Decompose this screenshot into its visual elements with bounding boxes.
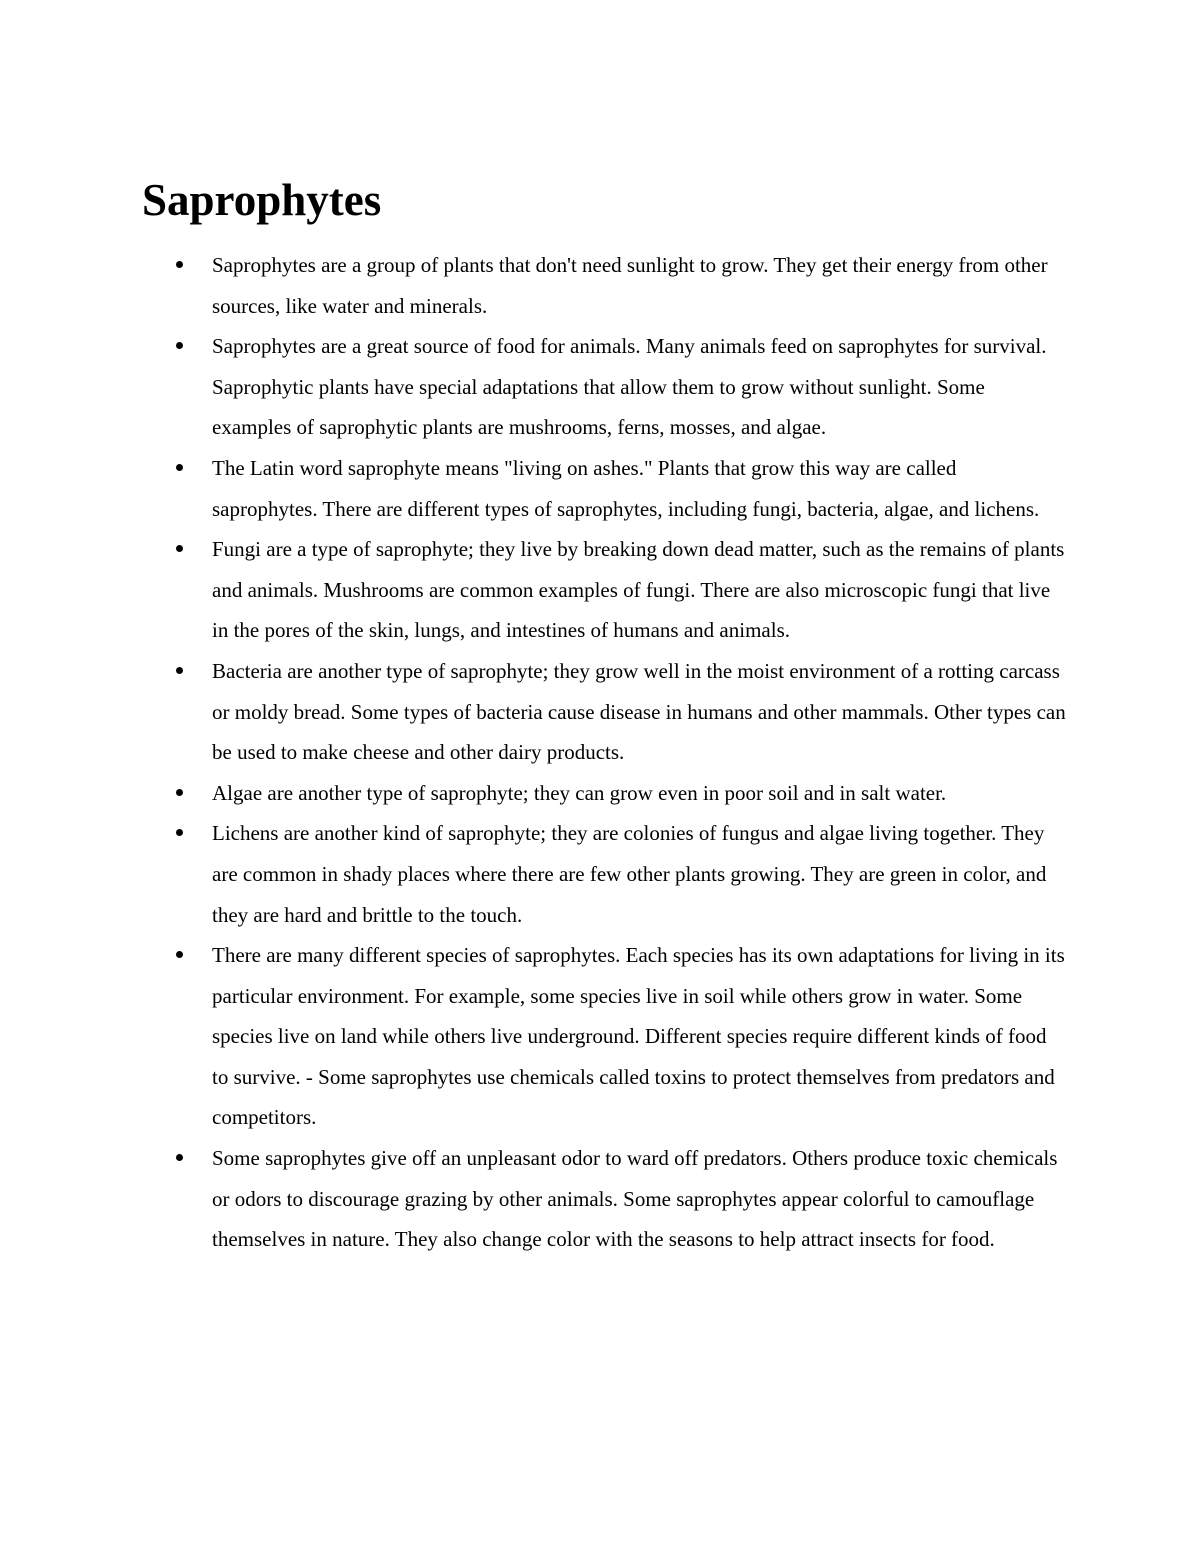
bullet-item: Bacteria are another type of saprophyte; they grow well in the moist environment of a rotting carcass or moldy bread. Some types of bacteria cause disease in humans and other mammals. Other types can be used to make cheese and other dairy products. <box>212 651 1067 773</box>
bullet-item: Lichens are another kind of saprophyte; they are colonies of fungus and algae living together. They are common in shady places where there are few other plants growing. They are green in color, and they are hard and brittle to the touch. <box>212 813 1067 935</box>
bullet-item: Algae are another type of saprophyte; they can grow even in poor soil and in salt water. <box>212 773 1067 814</box>
bullet-item: Fungi are a type of saprophyte; they live by breaking down dead matter, such as the remains of plants and animals. Mushrooms are common examples of fungi. There are also microscopic fungi that live in the pores of the skin, lungs, and intestines of humans and animals. <box>212 529 1067 651</box>
bullet-list <box>212 245 1067 1260</box>
document-title: Saprophytes <box>142 175 382 225</box>
bullet-item: There are many different species of saprophytes. Each species has its own adaptations for living in its particular environment. For example, some species live in soil while others grow in water. Some species live on land while others live underground. Different species require different kinds of food to survive. - Some saprophytes use chemicals called toxins to protect themselves from predators and competitors. <box>212 935 1067 1138</box>
bullet-item: Saprophytes are a group of plants that don't need sunlight to grow. They get their energy from other sources, like water and minerals. <box>212 245 1067 326</box>
bullet-item: Saprophytes are a great source of food for animals. Many animals feed on saprophytes for survival. Saprophytic plants have special adaptations that allow them to grow without sunlight. Some examples of saprophytic plants are mushrooms, ferns, mosses, and algae. <box>212 326 1067 448</box>
bullet-item: Some saprophytes give off an unpleasant odor to ward off predators. Others produce toxic chemicals or odors to discourage grazing by other animals. Some saprophytes appear colorful to camouflage themselves in nature. They also change color with the seasons to help attract insects for food. <box>212 1138 1067 1260</box>
bullet-item: The Latin word saprophyte means "living on ashes." Plants that grow this way are called saprophytes. There are different types of saprophytes, including fungi, bacteria, algae, and lichens. <box>212 448 1067 529</box>
